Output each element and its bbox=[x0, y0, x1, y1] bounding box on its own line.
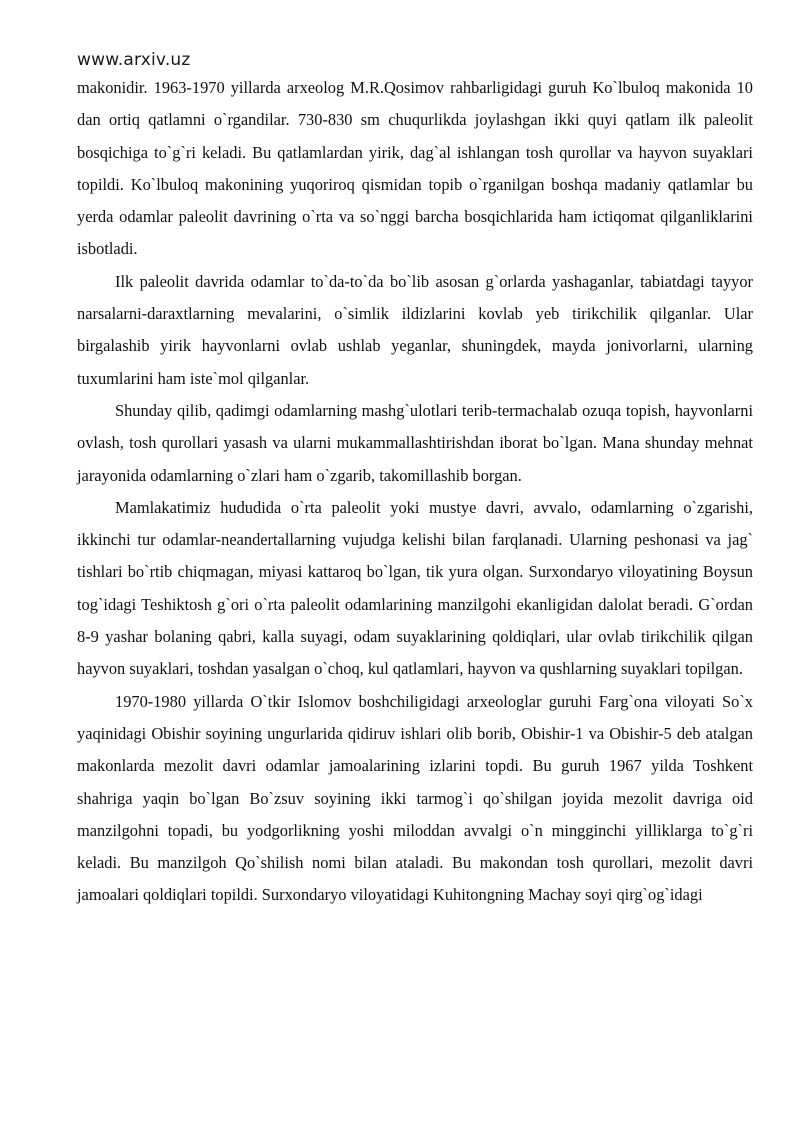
paragraph-3: Shunday qilib, qadimgi odamlarning mashg`ulotlari terib-termachalab ozuqa topish, hayvonlarni ovlash, tosh qurollari yasash va ularni mukammallashtirishdan iborat bo`lgan. Mana shunday mehnat jarayonida odamlarning o`zlari ham o`zgarib, takomillashib borgan. bbox=[77, 400, 753, 485]
paragraph-5: 1970-1980 yillarda O`tkir Islomov boshchiligidagi arxeologlar guruhi Farg`ona viloyati So`x yaqinidagi Obishir soyining ungurlarida qidiruv ishlari olib borib, Obishir-1 va Obishir-5 deb atalgan makonlarda mezolit davri odamlar jamoalarining izlarini topdi. Bu guruh 1967 yilda Toshkent shahriga yaqin bo`lgan Bo`zsuv soyining ikki tarmog`i qo`shilgan joyida mezolit davriga oid manzilgohni topadi, bu yodgorlikning yoshi miloddan avvalgi o`n mingginchi yilliklarga to`g`ri keladi. Bu manzilgoh Qo`shilish nomi bilan ataladi. Bu makondan tosh qurollari, mezolit davri jamoalari qoldiqlari topildi. Surxondaryo viloyatidagi Kuhitongning Machay soyi qirg`og`idagi bbox=[77, 691, 753, 905]
paragraph-2: Ilk paleolit davrida odamlar to`da-to`da bo`lib asosan g`orlarda yashaganlar, tabiatdagi tayyor narsalarni-daraxtlarning mevalarini, o`simlik ildizlarini kovlab yeb tirikchilik qilganlar. Ular birgalashib yirik hayvonlarni ovlab ushlab yeganlar, shuningdek, mayda jonivorlarni, ularning tuxumlarini ham iste`mol qilganlar. bbox=[77, 271, 753, 388]
paragraph-1: makonidir. 1963-1970 yillarda arxeolog M.R.Qosimov rahbarligidagi guruh Ko`lbuloq makonida 10 dan ortiq qatlamni o`rgandilar. 730-830 sm chuqurlikda joylashgan ikki quyi qatlam ilk paleolit bosqichiga to`g`ri keladi. Bu qatlamlardan yirik, dag`al ishlangan tosh qurollar va hayvon suyaklari topildi. Ko`lbuloq makonining yuqoriroq qismidan topib o`rganilgan boshqa madaniy qatlamlar bu yerda odamlar paleolit davrining o`rta va so`nggi barcha bosqichlarida ham ictiqomat qilganliklarini isbotladi. bbox=[77, 78, 753, 259]
paragraph-4: Mamlakatimiz hududida o`rta paleolit yoki mustye davri, avvalo, odamlarning o`zgarishi, ikkinchi tur odamlar-neandertallarning vujudga kelishi bilan farqlanadi. Ularning peshonasi va jag` tishlari bo`rtib chiqmagan, miyasi kattaroq bo`lgan, tik yura olgan. Surxondaryo viloyatining Boysun tog`idagi Teshiktosh g`ori o`rta paleolit odamlarining manzilgohi ekanligidan dalolat beradi. G`ordan 8-9 yashar bolaning qabri, kalla suyagi, odam suyaklarining qoldiqlari, ular ovlab tirikchilik qilgan hayvon suyaklari, toshdan yasalgan o`choq, kul qatlamlari, hayvon va qushlarning suyaklari topilgan. bbox=[77, 497, 753, 679]
site-header[interactable]: www.arxiv.uz bbox=[77, 50, 191, 70]
document-body bbox=[77, 72, 753, 912]
